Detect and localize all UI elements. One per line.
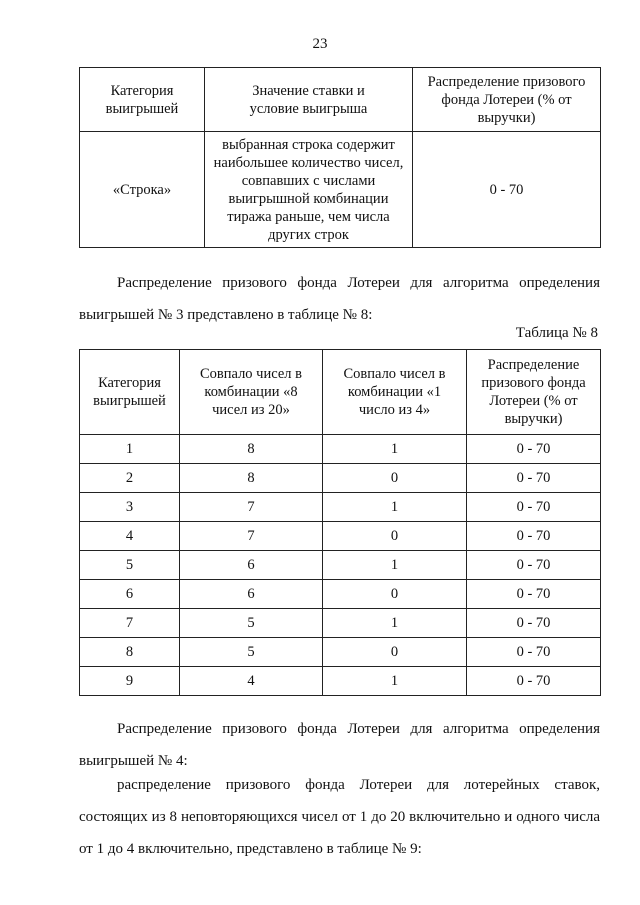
header-category: Категория выигрышей [80,350,180,435]
cell-distribution: 0 - 70 [413,132,601,248]
table-row [80,638,601,667]
header-condition: Значение ставки и условие выигрыша [205,68,413,132]
cell-matched-8-of-20: 4 [180,667,323,696]
table-8-body [80,435,601,696]
cell-distribution: 0 - 70 [467,609,601,638]
cell-category: 7 [80,609,180,638]
cell-distribution: 0 - 70 [467,638,601,667]
cell-matched-8-of-20: 6 [180,551,323,580]
paragraph-distribution-description: распределение призового фонда Лотереи для лотерейных ставок, состоящих из 8 неповторяющихся чисел от 1 до 20 включительно и одного числа от 1 до 4 включительно, представлено в таблице № 9: [79,777,600,857]
cell-distribution: 0 - 70 [467,493,601,522]
cell-matched-1-of-4: 1 [323,551,467,580]
header-matched-8-of-20: Совпало чисел в комбинации «8 чисел из 20» [180,350,323,435]
cell-distribution: 0 - 70 [467,435,601,464]
table-8-caption: Таблица № 8 [515,325,598,341]
cell-distribution: 0 - 70 [467,551,601,580]
cell-matched-1-of-4: 1 [323,609,467,638]
table-8 [79,349,601,696]
cell-category: 9 [80,667,180,696]
cell-category: 2 [80,464,180,493]
cell-matched-8-of-20: 5 [180,638,323,667]
paragraph-algorithm-3: Распределение призового фонда Лотереи для алгоритма определения выигрышей № 3 представлено в таблице № 8: [79,275,600,323]
cell-matched-1-of-4: 0 [323,522,467,551]
header-matched-1-of-4: Совпало чисел в комбинации «1 число из 4» [323,350,467,435]
table-row [80,464,601,493]
table-row [80,667,601,696]
cell-category: 4 [80,522,180,551]
cell-matched-1-of-4: 1 [323,435,467,464]
cell-matched-1-of-4: 1 [323,667,467,696]
cell-category: 5 [80,551,180,580]
cell-matched-8-of-20: 8 [180,435,323,464]
cell-matched-8-of-20: 7 [180,522,323,551]
table-row [80,609,601,638]
cell-matched-1-of-4: 0 [323,464,467,493]
table-header-row [80,350,601,435]
table-row [80,132,601,248]
cell-distribution: 0 - 70 [467,667,601,696]
cell-matched-1-of-4: 0 [323,580,467,609]
cell-distribution: 0 - 70 [467,522,601,551]
cell-matched-8-of-20: 8 [180,464,323,493]
cell-category: 3 [80,493,180,522]
cell-condition: выбранная строка содержит наибольшее количество чисел, совпавших с числами выигрышной комбинации тиража раньше, чем числа других строк [205,132,413,248]
table-row [80,435,601,464]
cell-matched-1-of-4: 0 [323,638,467,667]
table-row [80,522,601,551]
cell-matched-1-of-4: 1 [323,493,467,522]
table-header-row [80,68,601,132]
cell-distribution: 0 - 70 [467,464,601,493]
cell-matched-8-of-20: 6 [180,580,323,609]
header-category: Категория выигрышей [80,68,205,132]
cell-distribution: 0 - 70 [467,580,601,609]
page-number: 23 [312,36,328,52]
table-row [80,493,601,522]
cell-matched-8-of-20: 5 [180,609,323,638]
header-distribution: Распределение призового фонда Лотереи (% от выручки) [413,68,601,132]
paragraph-algorithm-4: Распределение призового фонда Лотереи для алгоритма определения выигрышей № 4: [79,721,600,769]
cell-matched-8-of-20: 7 [180,493,323,522]
header-distribution: Распределение призового фонда Лотереи (% от выручки) [467,350,601,435]
cell-category: 6 [80,580,180,609]
cell-category: 1 [80,435,180,464]
cell-category: 8 [80,638,180,667]
table-row [80,551,601,580]
cell-category: «Строка» [80,132,205,248]
table-row [80,580,601,609]
prize-category-table [79,67,601,248]
